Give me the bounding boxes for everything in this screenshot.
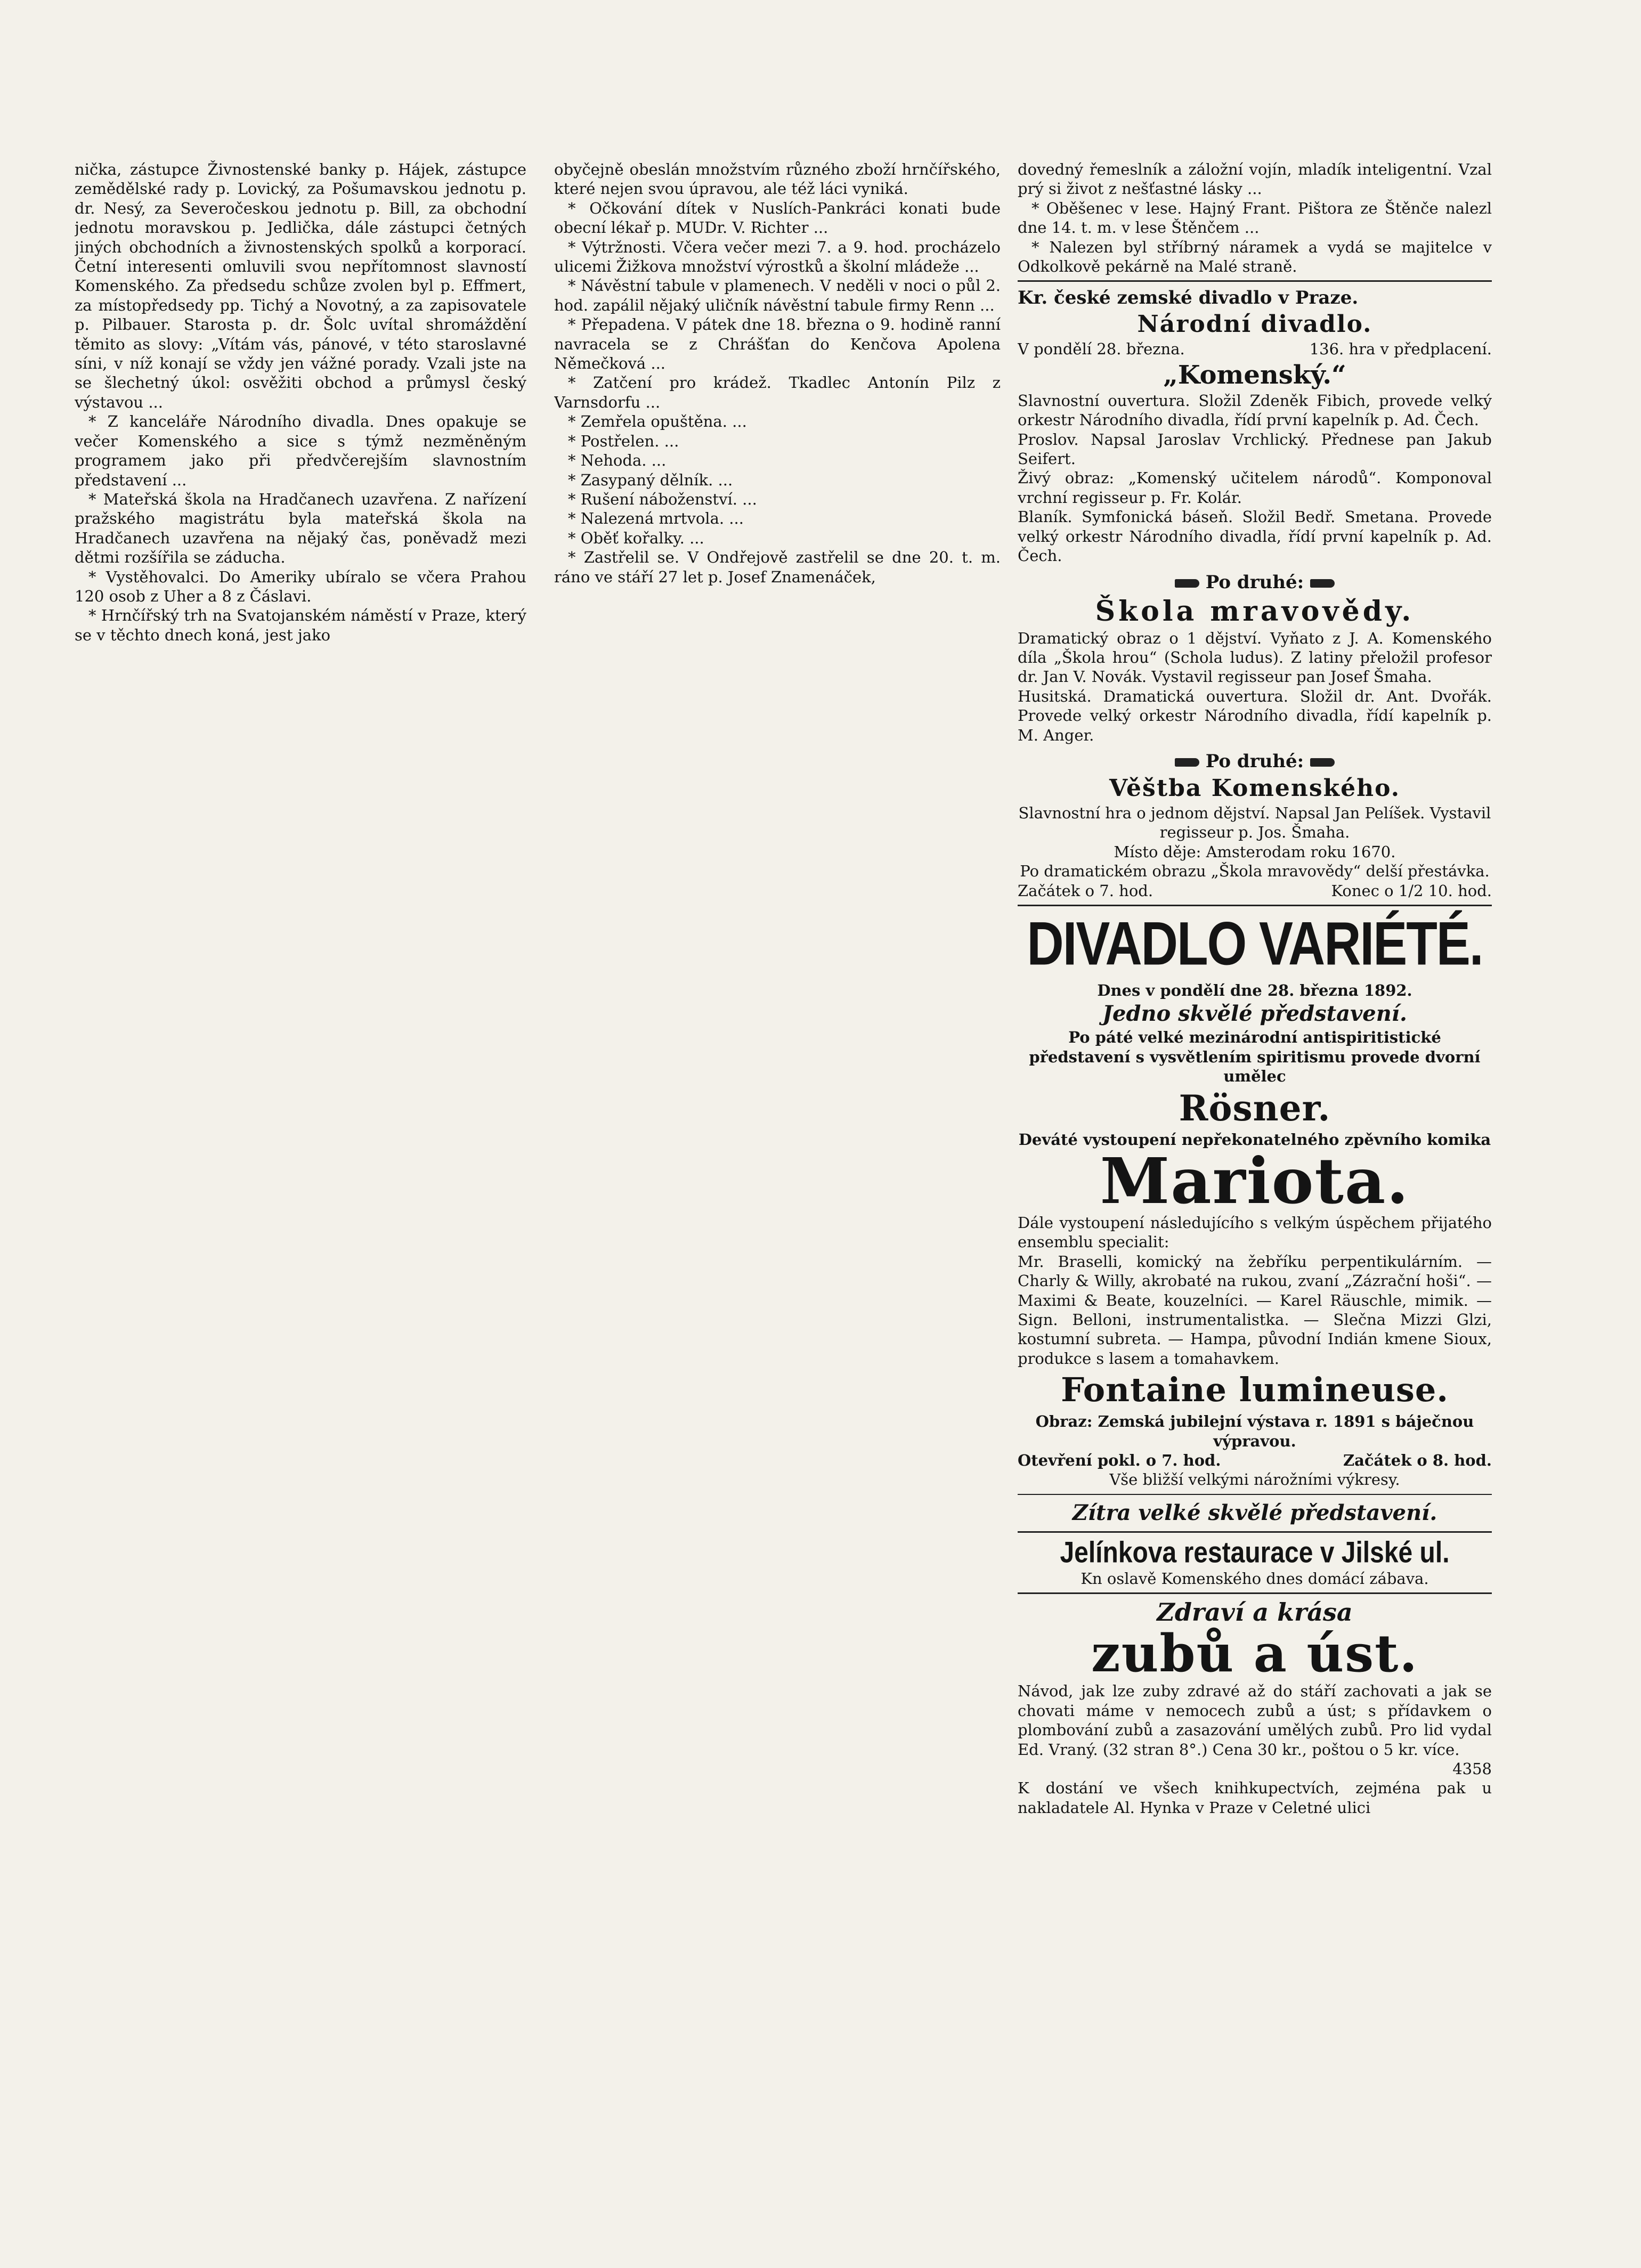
theatre-date: V pondělí 28. března. — [1018, 340, 1185, 359]
theatre-date-row — [1018, 339, 1492, 359]
variete-intro: Po páté velké mezinárodní antispiritistické představení s vysvětlením spiritismu provede dvorní umělec — [1029, 1028, 1481, 1086]
column-right — [1018, 160, 1492, 2254]
book-title-line2: zubů a úst. — [1091, 1623, 1418, 1684]
variete-date: Dnes v pondělí dne 28. března 1892. — [1097, 981, 1412, 999]
variete-ad — [1018, 909, 1492, 1527]
article-paragraph: * Zastřelil se. V Ondřejově zastřelil se dne 20. t. m. ráno ve stáří 27 let p. Josef Znamenáček, — [554, 548, 1001, 586]
article-paragraph: * Zatčení pro krádež. Tkadlec Antonín Pilz z Varnsdorfu ... — [554, 373, 1001, 411]
article-paragraph: * Nehoda. ... — [568, 451, 667, 470]
variete-ninth: Deváté vystoupení nepřekonatelného zpěvního komika — [1018, 1130, 1491, 1149]
book-ad — [1018, 1598, 1492, 1817]
notice-paragraph: * Oběšenec v lese. Hajný Frant. Pištora ze Štěnče nalezl dne 14. t. m. v lese Štěnčem ... — [1018, 199, 1492, 237]
divider — [1018, 905, 1492, 906]
theatre-times — [1018, 881, 1492, 900]
divider — [1018, 1494, 1492, 1495]
article-paragraph: * Oběť kořalky. ... — [568, 529, 704, 547]
variete-title: DIVADLO VARIÉTÉ. — [1027, 909, 1483, 978]
pointing-hand-icon — [1310, 758, 1335, 767]
program-item: Proslov. Napsal Jaroslav Vrchlický. Přednese pan Jakub Seifert. — [1018, 430, 1492, 468]
play-title: Škola mravovědy. — [1095, 595, 1415, 628]
ad-number: 4358 — [1452, 1759, 1492, 1778]
book-description: Návod, jak lze zuby zdravé až do stáří zachovati a jak se chovati máme v nemocech zubů a úst; s přídavkem o plombování zubů a zasazování umělých zubů. Pro lid vydal Ed. Vraný. (32 stran 8°.) Cena 30 kr., poštou o 5 kr. více. — [1018, 1682, 1492, 1759]
performer-name: Rösner. — [1179, 1087, 1331, 1129]
divider — [1018, 280, 1492, 282]
restaurant-title: Jelínkova restaurace v Jilské ul. — [1060, 1536, 1450, 1569]
end-time: Konec o 1/2 10. hod. — [1331, 881, 1492, 900]
theatre-title: Kr. české zemské divadlo v Praze. — [1018, 287, 1359, 309]
article-paragraph: * Z kanceláře Národního divadla. Dnes opakuje se večer Komenského a sice s týmž nezměněným programem jako při předvčerejším slavnostním představení ... — [75, 412, 526, 489]
theatre-performance: 136. hra v předplacení. — [1309, 340, 1492, 359]
program-item: Slavnostní ouvertura. Složil Zdeněk Fibich, provede velký orkestr Národního divadla, řídí první kapelník p. Ad. Čech. — [1018, 391, 1492, 429]
play-description: Dramatický obraz o 1 dějství. Vyňato z J. A. Komenského díla „Škola hrou“ (Schola ludus). Z latiny přeložil profesor dr. Jan V. Novák. Vystavil regisseur pan Josef Šmaha. — [1018, 629, 1492, 686]
article-paragraph: * Zemřela opuštěna. ... — [568, 412, 747, 431]
program-item: Husitská. Dramatická ouvertura. Složil dr. Ant. Dvořák. Provede velký orkestr Národního divadla, řídí kapelník p. M. Anger. — [1018, 687, 1492, 744]
article-paragraph: * Mateřská škola na Hradčanech uzavřena. Z nařízení pražského magistrátu byla mateřská škola na Hradčanech uzavřena na nějaký čas, poněvadž mezi dětmi rozšířila se záducha. — [75, 490, 526, 567]
article-paragraph: * Nalezená mrtvola. ... — [568, 509, 744, 528]
article-paragraph: * Výtržnosti. Včera večer mezi 7. a 9. hod. procházelo ulicemi Žižkova množství výrostků a školní mládeže ... — [554, 238, 1001, 276]
play-title: Věštba Komenského. — [1109, 774, 1401, 802]
fontaine-title: Fontaine lumineuse. — [1061, 1370, 1449, 1410]
restaurant-text: Kn oslavě Komenského dnes domácí zábava. — [1081, 1569, 1429, 1588]
divider — [1018, 1592, 1492, 1594]
play-setting: Místo děje: Amsterodam roku 1670. — [1114, 842, 1396, 861]
theatre-ad — [1018, 286, 1492, 900]
second-performance-label: Po druhé: — [1018, 749, 1492, 774]
notice-paragraph: * Nalezen byl stříbrný náramek a vydá se majitelce v Odkolkově pekárně na Malé straně. — [1018, 238, 1492, 276]
article-paragraph: * Očkování dítek v Nuslích-Pankráci konati bude obecní lékař p. MUDr. V. Richter ... — [554, 199, 1001, 237]
book-footer: K dostání ve všech knihkupectvích, zejména pak u nakladatele Al. Hynka v Praze v Celetné ulici — [1018, 1779, 1492, 1817]
theatre-subtitle: Národní divadlo. — [1137, 311, 1372, 338]
article-paragraph: * Zasypaný dělník. ... — [568, 470, 733, 489]
play-description: Slavnostní hra o jednom dějství. Napsal Jan Pelíšek. Vystavil regisseur p. Jos. Šmaha. — [1018, 803, 1491, 842]
notice-paragraph: dovedný řemeslník a záložní vojín, mladík inteligentní. Vzal prý si život z nešťastné lásky ... — [1018, 160, 1492, 198]
article-paragraph: * Rušení náboženství. ... — [568, 490, 757, 508]
article-paragraph: obyčejně obeslán množstvím různého zboží hrnčířského, které nejen svou úpravou, ale též láci vyniká. — [554, 160, 1001, 198]
variete-headline: Jedno skvělé představení. — [1102, 1001, 1407, 1027]
column-middle — [554, 160, 1001, 2254]
pointing-hand-icon — [1310, 579, 1335, 588]
article-paragraph: * Hrnčířský trh na Svatojanském náměstí v Praze, který se v těchto dnech koná, jest jako — [75, 606, 526, 644]
second-performance-label: Po druhé: — [1018, 570, 1492, 595]
performer-name: Mariota. — [1100, 1144, 1410, 1218]
variete-acts: Mr. Braselli, komický na žebříku perpentikulárním. — Charly & Willy, akrobaté na rukou, zvaní „Zázrační hoši“. — Maximi & Beate, kouzelníci. — Karel Räuschle, mimik. — Sign. Belloni, instrumentalistka. — Slečna Mizzi Glzi, kostumní subreta. — Hampa, původní Indián kmene Sioux, produkce s lasem a tomahavkem. — [1018, 1252, 1492, 1368]
pointing-hand-icon — [1175, 579, 1199, 588]
theatre-show: „Komenský.“ — [1163, 360, 1346, 390]
start-time: Začátek o 8. hod. — [1343, 1451, 1492, 1470]
variete-posters: Vše bližší velkými nárožními výkresy. — [1109, 1470, 1400, 1489]
program-item: Živý obraz: „Komenský učitelem národů“. Komponoval vrchní regisseur p. Fr. Kolár. — [1018, 469, 1492, 507]
article-paragraph: * Návěstní tabule v plamenech. V neděli v noci o půl 2. hod. zapálil nějaký uličník návěstní tabule firmy Renn ... — [554, 277, 1001, 314]
variete-more: Dále vystoupení následujícího s velkým úspěchem přijatého ensemblu specialit: — [1018, 1214, 1492, 1251]
article-paragraph: * Vystěhovalci. Do Ameriky ubíralo se včera Prahou 120 osob z Uher a 8 z Čáslavi. — [75, 567, 526, 605]
variete-tomorrow: Zítra velké skvělé představení. — [1072, 1500, 1437, 1525]
restaurant-ad — [1018, 1537, 1492, 1588]
article-paragraph: * Přepadena. V pátek dne 18. března o 9. hodině ranní navracela se z Chrášťan do Kenčova Apolena Němečková ... — [554, 315, 1001, 373]
start-time: Začátek o 7. hod. — [1018, 881, 1153, 900]
program-item: Blaník. Symfonická báseň. Složil Bedř. Smetana. Provede velký orkestr Národního divadla, řídí první kapelník p. Ad. Čech. — [1018, 508, 1492, 565]
article-paragraph: * Postřelen. ... — [568, 432, 679, 450]
variete-obraz: Obraz: Zemská jubilejní výstava r. 1891 s báječnou výpravou. — [1035, 1412, 1474, 1450]
article-paragraph: nička, zástupce Živnostenské banky p. Hájek, zástupce zemědělské rady p. Lovický, za Pošumavskou jednotu p. dr. Nesý, za Severočeskou jednotu p. Bill, za obchodní jednotu moravskou p. Jedlička, dále zástupci četných jiných obchodních a živnostenských spolků a korporací. Četní interesenti omluvili svou nepřítomnost slavností Komenského. Za předsedu schůze zvolen byl p. Effmert, za místopředsedy pp. Tichý a Novotný, a za zapisovatele p. Pilbauer. Starosta p. dr. Šolc uvítal shromáždění těmito as slovy: „Vítám vás, pánové, v této staroslavné síni, v níž konají se vždy jen vážné porady. Vzali jste na se šlechetný úkol: osvěžiti obchod a průmysl český výstavou ... — [75, 160, 526, 411]
column-left — [75, 160, 526, 2254]
pointing-hand-icon — [1175, 758, 1199, 767]
variete-times — [1018, 1451, 1492, 1470]
box-office-time: Otevření pokl. o 7. hod. — [1018, 1451, 1221, 1470]
divider — [1018, 1531, 1492, 1533]
book-title-line1: Zdraví a krása — [1157, 1598, 1353, 1627]
intermission-note: Po dramatickém obrazu „Škola mravovědy“ delší přestávka. — [1020, 862, 1490, 881]
